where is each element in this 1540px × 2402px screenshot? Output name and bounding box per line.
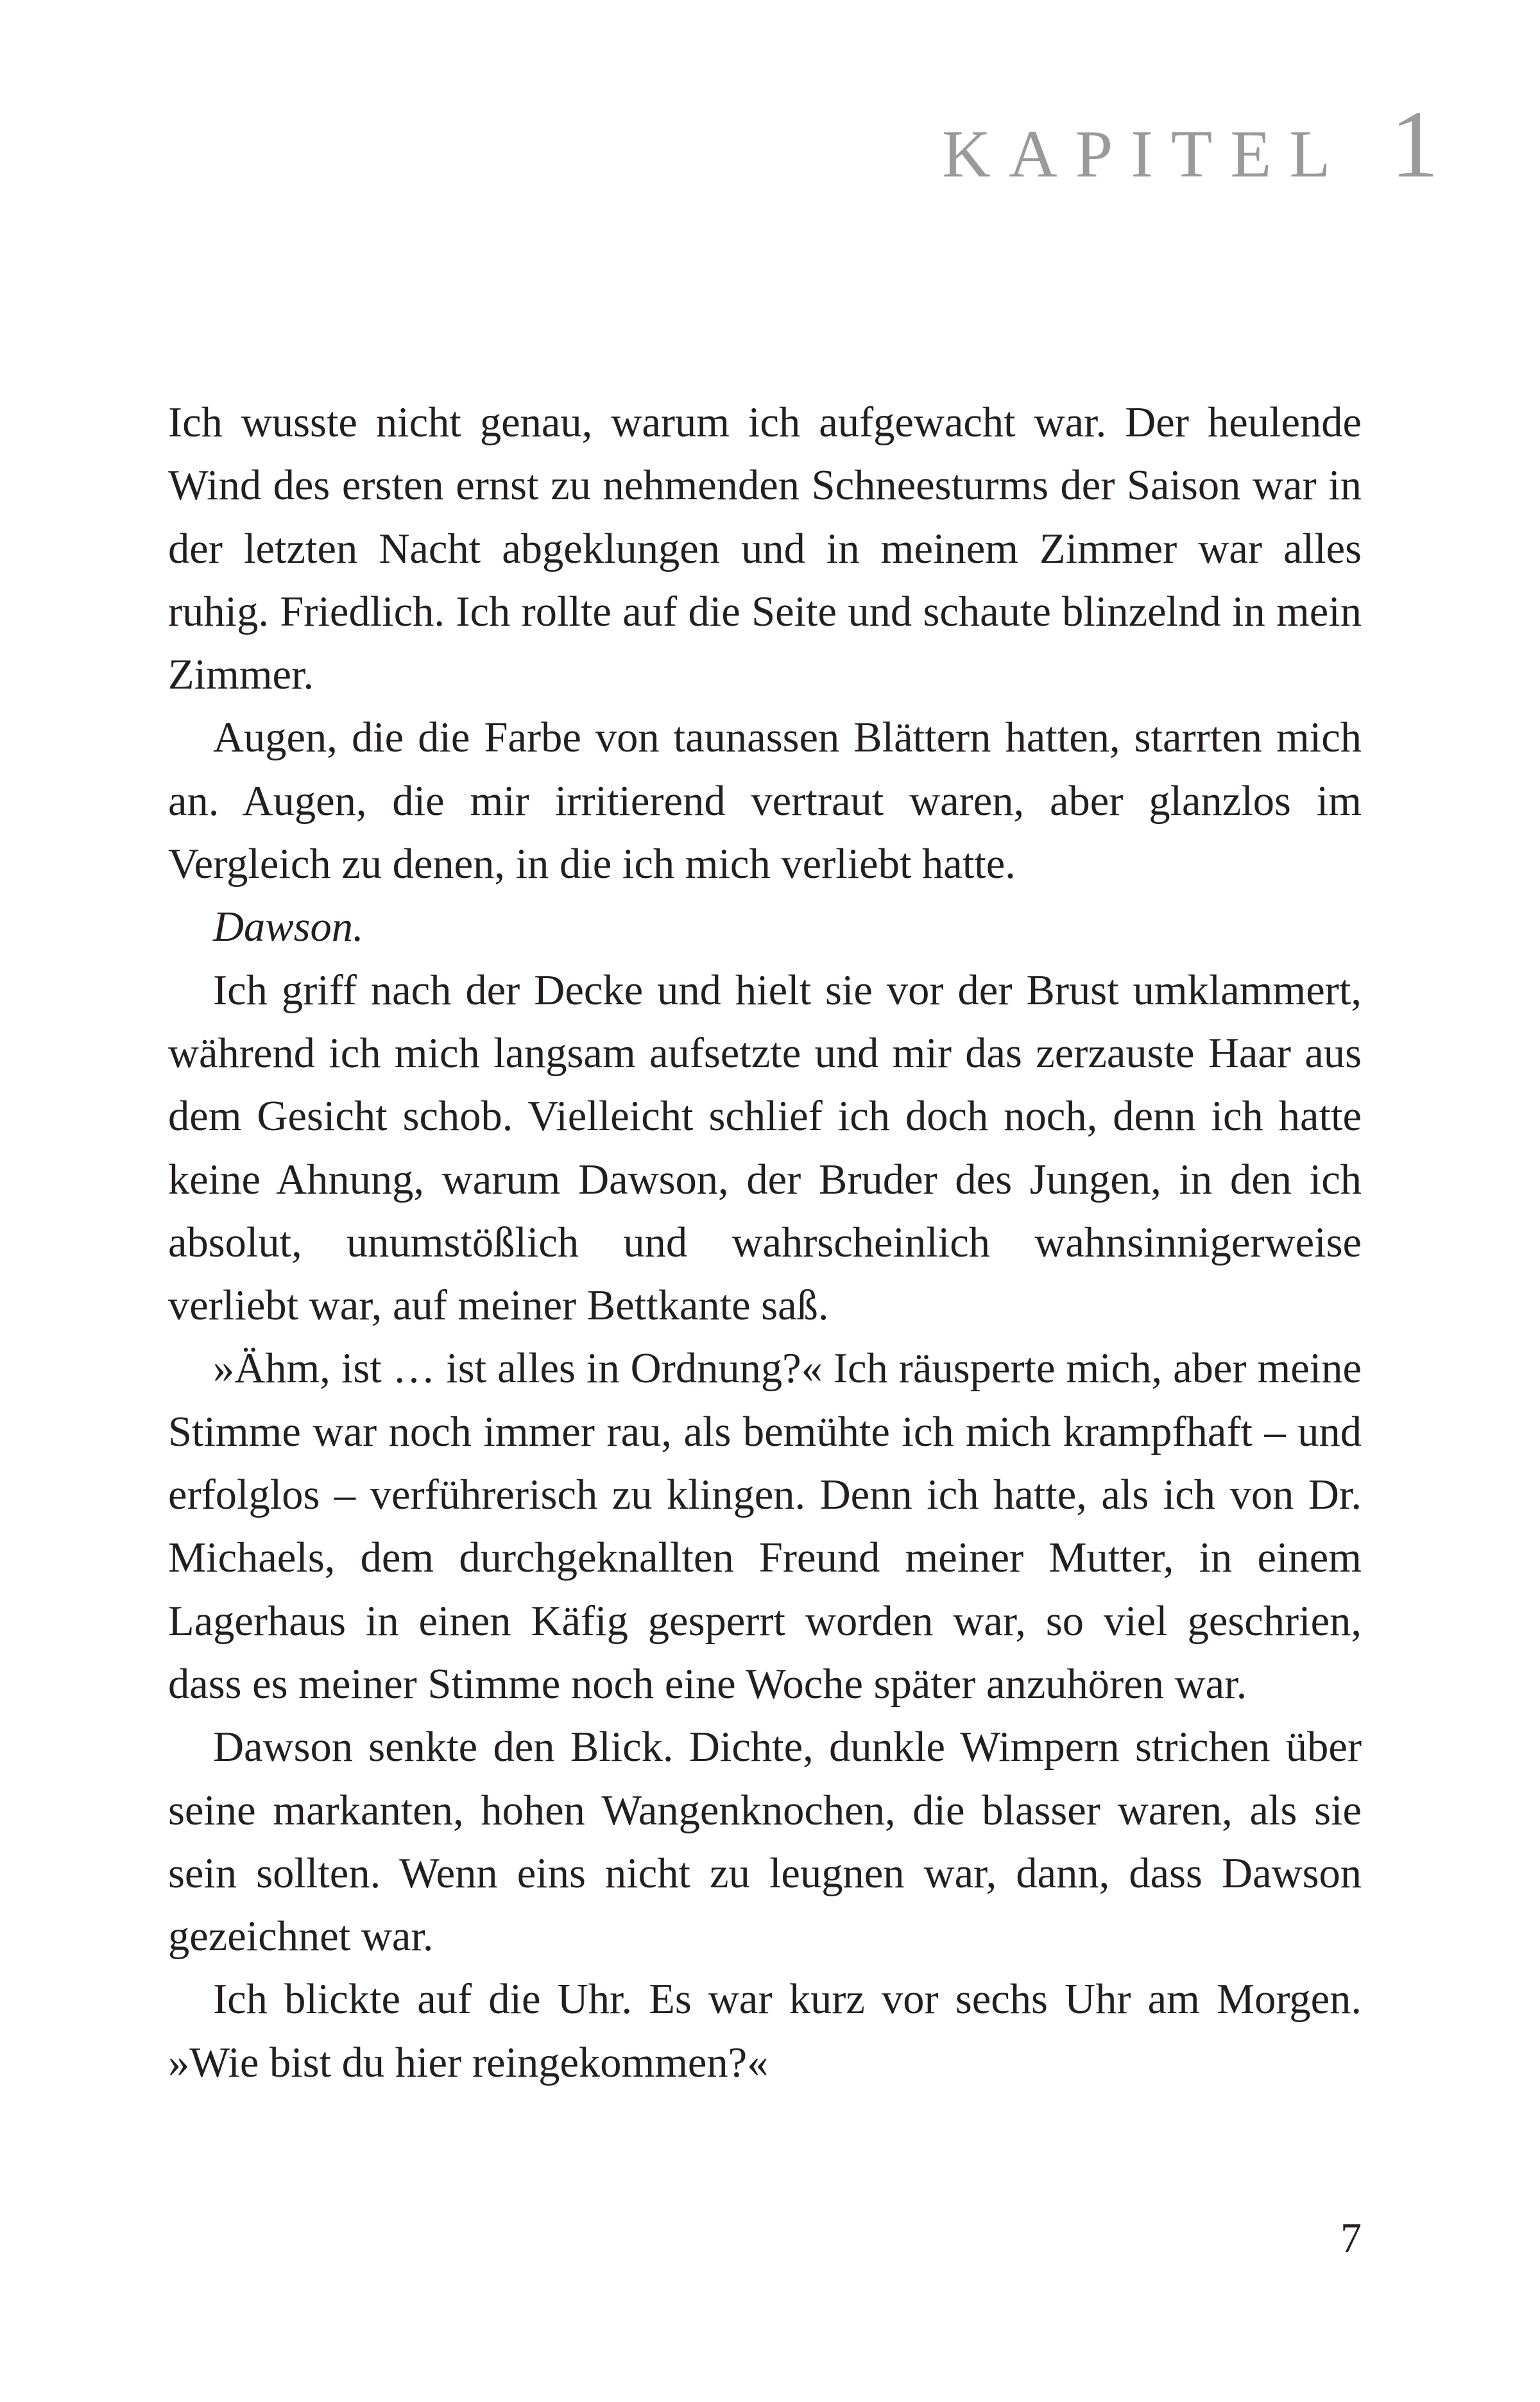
paragraph-1: Ich wusste nicht genau, warum ich aufgewacht war. Der heulende Wind des ersten ernst zu nehmenden Schneesturms der Saison war in der letzten Nacht abgeklungen und in meinem Zimmer war alles ruhig. Friedlich. Ich rollte auf die Seite und schaute blinzelnd in mein Zimmer. <box>168 399 1362 699</box>
paragraph-5: »Ähm, ist … ist alles in Ordnung?« Ich räusperte mich, aber meine Stimme war noch immer rau, als bemühte ich mich krampfhaft – und erfolglos – verführerisch zu klingen. Denn ich hatte, als ich von Dr. Michaels, dem durchgeknallten Freund meiner Mutter, in einem Lagerhaus in einen Käfig gesperrt worden war, so viel geschrien, dass es meiner Stimme noch eine Woche später anzuhören war. <box>168 1345 1362 1708</box>
paragraph-4: Ich griff nach der Decke und hielt sie vor der Brust umklammert, während ich mich langsam aufsetzte und mir das zerzauste Haar aus dem Gesicht schob. Vielleicht schlief ich doch noch, denn ich hatte keine Ahnung, warum Dawson, der Bruder des Jungen, in den ich absolut, unumstößlich und wahrscheinlich wahnsinnigerweise verliebt war, auf meiner Bettkante saß. <box>168 966 1362 1330</box>
paragraph-2: Augen, die die Farbe von taunassen Blättern hatten, starrten mich an. Augen, die mir irritierend vertraut waren, aber glanzlos im Vergleich zu denen, in die ich mich verliebt hatte. <box>168 714 1362 888</box>
paragraph-3: Dawson. <box>213 904 364 951</box>
body-text <box>168 391 1362 2095</box>
page-number: 7 <box>1340 2215 1362 2261</box>
paragraph-7: Ich blickte auf die Uhr. Es war kurz vor sechs Uhr am Morgen. »Wie bist du hier reingekommen?« <box>168 1976 1362 2086</box>
chapter-heading: kapitel 1 <box>942 91 1457 198</box>
paragraph-6: Dawson senkte den Blick. Dichte, dunkle Wimpern strichen über seine markanten, hohen Wangenknochen, die blasser waren, als sie sein sollten. Wenn eins nicht zu leugnen war, dann, dass Dawson gezeichnet war. <box>168 1724 1362 1960</box>
